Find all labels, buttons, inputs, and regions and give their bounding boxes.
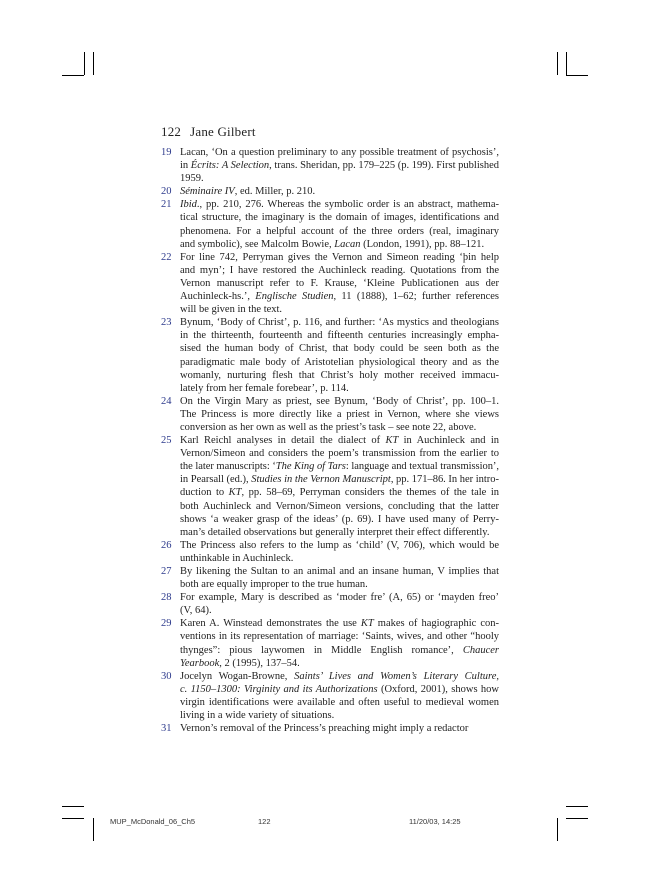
note-text-italic: KT	[360, 618, 374, 630]
note-line	[180, 408, 499, 421]
note-line	[180, 277, 499, 290]
note-line	[180, 369, 499, 382]
note-number: 29	[161, 618, 172, 630]
note-text: , 2 (1995), 137–54.	[219, 657, 300, 669]
note-line	[180, 670, 499, 683]
note-line	[180, 316, 499, 329]
endnote-30	[161, 670, 499, 722]
note-line	[180, 342, 499, 355]
note-line	[180, 473, 499, 486]
slug-page-number: 122	[258, 817, 271, 826]
note-text-italic: The King of Tars	[275, 461, 346, 473]
note-text: ., pp. 210, 276. Whereas the symbolic order is an abstract, mathema-	[196, 199, 499, 211]
note-line	[180, 709, 499, 722]
note-text: makes of hagiographic con-	[373, 618, 499, 630]
slug-filename: MUP_McDonald_06_Ch5	[110, 817, 196, 826]
note-line	[180, 565, 499, 578]
running-head-author: Jane Gilbert	[190, 124, 256, 139]
note-text: and myn’; I have restored the Auchinleck reading. Quotations from the	[180, 264, 499, 276]
note-text: By likening the Sultan to an animal and an insane human, V implies that	[180, 566, 499, 577]
note-line	[180, 539, 499, 552]
note-text: lately from her female forebear’, p. 114.	[180, 382, 349, 394]
note-text: thynges”: pious laywomen in Middle English romance’,	[180, 644, 463, 656]
note-text: paradigmatic male body of Aristotelian physiological theory and as the	[180, 356, 499, 368]
note-line	[180, 211, 499, 224]
note-text: Auchinleck-hs.’,	[180, 291, 256, 303]
note-number: 22	[161, 251, 172, 263]
note-line	[180, 434, 499, 447]
note-text: (London, 1991), pp. 88–121.	[360, 238, 485, 250]
note-text: virgin identifications were available and often useful to medieval women	[180, 696, 499, 708]
note-line	[180, 238, 499, 251]
endnote-22	[161, 251, 499, 316]
note-text-italic: Saints’ Lives and Women’s Literary Culture,	[294, 670, 499, 682]
note-text: Vernon/Simeon and considers the poem’s transmission from the earlier to	[180, 448, 499, 460]
note-text-italic: Yearbook	[180, 657, 220, 669]
running-head	[161, 124, 256, 140]
note-text: , ed. Miller, p. 210.	[234, 186, 316, 198]
note-text: , pp. 58–69, Perryman considers the themes of the tale in	[241, 487, 499, 499]
note-number: 23	[161, 317, 172, 329]
note-line	[180, 146, 499, 159]
note-text: ventions in its representation of marriage: ‘Saints, wives, and other “hooly	[180, 631, 499, 643]
note-line	[180, 552, 499, 565]
note-line	[180, 447, 499, 460]
note-line	[180, 303, 499, 316]
note-text: phenomena. For a helpful account of the three orders (real, imaginary	[180, 225, 499, 237]
note-text-italic: Englische Studien	[255, 291, 334, 303]
note-line	[180, 591, 499, 604]
note-line	[180, 290, 499, 303]
note-line	[180, 604, 499, 617]
note-text: both Auchinleck and Vernon/Simeon versions, concluding that the latter	[180, 500, 499, 512]
note-text-italic: Ibid	[180, 199, 197, 211]
note-text-italic: c. 1150–1300: Virginity and its Authorizations	[180, 683, 378, 695]
note-text-italic: Chaucer	[462, 644, 499, 656]
note-line	[180, 159, 499, 172]
note-number: 19	[161, 147, 172, 158]
note-text: Vernon manuscript refer to F. Krause, ‘Kleine Publicationen aus der	[180, 277, 499, 289]
note-text: : language and textual transmission’,	[345, 461, 499, 473]
note-text: Jocelyn Wogan-Browne,	[180, 670, 295, 682]
note-text: Lacan, ‘On a question preliminary to any possible treatment of psychosis’,	[180, 147, 499, 158]
note-text: 1959.	[180, 173, 204, 185]
endnote-20	[161, 185, 499, 198]
note-text: man’s detailed observations but generally interpret their effect differently.	[180, 526, 490, 538]
endnote-28	[161, 591, 499, 617]
note-number: 28	[161, 592, 172, 604]
note-line	[180, 356, 499, 369]
note-text: in the thirteenth, fourteenth and fifteenth centuries increasingly empha-	[180, 330, 499, 342]
note-text: will be given in the text.	[180, 304, 283, 316]
note-text-italic: Écrits: A Selection	[190, 160, 270, 172]
endnote-26	[161, 539, 499, 565]
slug-timestamp: 11/20/03, 14:25	[409, 817, 461, 826]
note-line	[180, 264, 499, 277]
note-text: The Princess is more directly like a priest in Vernon, where she views	[180, 408, 499, 420]
note-number: 20	[161, 186, 172, 198]
note-text-italic: Lacan	[334, 238, 361, 250]
note-line	[180, 460, 499, 473]
note-line	[180, 486, 499, 499]
note-number: 25	[161, 435, 172, 447]
note-number: 26	[161, 539, 172, 551]
note-text: , trans. Sheridan, pp. 179–225 (p. 199). First published	[269, 160, 499, 172]
note-line	[180, 421, 499, 434]
note-text: tical structure, the imaginary is the domain of images, identifications and	[180, 212, 499, 224]
note-text: and symbolic), see Malcolm Bowie,	[180, 238, 335, 250]
endnote-29	[161, 617, 499, 669]
note-text: in	[180, 160, 191, 172]
note-text: (Oxford, 2001), shows how	[377, 683, 499, 695]
note-line	[180, 526, 499, 539]
note-line	[180, 251, 499, 264]
note-text: womanly, nurturing flesh that Christ’s holy mother received immacu-	[180, 369, 499, 381]
note-text: unthinkable in Auchinleck.	[180, 552, 294, 564]
note-text: in Pearsall (ed.),	[180, 474, 252, 486]
note-text: Vernon’s removal of the Princess’s preaching might imply a redactor	[180, 723, 469, 735]
note-text: For example, Mary is described as ‘moder fre’ (A, 65) or ‘mayden freo’	[180, 592, 499, 604]
endnote-23	[161, 316, 499, 395]
note-text: both are equally improper to the true human.	[180, 579, 368, 591]
endnote-24	[161, 395, 499, 434]
endnote-19	[161, 146, 499, 185]
note-line	[180, 500, 499, 513]
endnote-21	[161, 198, 499, 250]
note-text: For line 742, Perryman gives the Vernon and Simeon reading ‘þin help	[180, 251, 499, 263]
note-line	[180, 657, 499, 670]
note-text: duction to	[180, 487, 229, 499]
note-number: 31	[161, 723, 172, 735]
endnotes-list	[161, 146, 499, 735]
note-line	[180, 644, 499, 657]
note-text-italic: KT	[228, 487, 242, 499]
note-line	[180, 395, 499, 408]
note-text: On the Virgin Mary as priest, see Bynum, ‘Body of Christ’, pp. 100–1.	[180, 395, 499, 407]
note-line	[180, 185, 499, 198]
note-text: (V, 64).	[180, 605, 212, 617]
endnote-27	[161, 565, 499, 591]
note-number: 24	[161, 395, 172, 407]
note-line	[180, 578, 499, 591]
note-text: , pp. 171–86. In her intro-	[390, 474, 499, 486]
note-line	[180, 225, 499, 238]
note-text: sised the human body of Christ, that body could be seen both as the	[180, 343, 499, 355]
endnote-31	[161, 722, 499, 735]
page-number: 122	[161, 124, 182, 139]
note-line	[180, 382, 499, 395]
note-line	[180, 630, 499, 643]
note-text-italic: Studies in the Vernon Manuscript	[251, 474, 391, 486]
note-text: the later manuscripts: ‘	[180, 461, 276, 473]
note-text: Karen A. Winstead demonstrates the use	[180, 618, 361, 630]
note-line	[180, 722, 499, 735]
note-line	[180, 172, 499, 185]
note-text-italic: KT	[385, 435, 399, 447]
note-text: Karl Reichl analyses in detail the dialect of	[180, 435, 386, 447]
note-text: Bynum, ‘Body of Christ’, p. 116, and further: ‘As mystics and theologians	[180, 317, 499, 329]
endnote-25	[161, 434, 499, 539]
note-line	[180, 198, 499, 211]
note-line	[180, 696, 499, 709]
note-line	[180, 513, 499, 526]
note-text: conversion as her own as well as the priest’s task – see note 22, above.	[180, 421, 477, 433]
note-line	[180, 329, 499, 342]
note-number: 30	[161, 670, 172, 682]
note-text: living in a wide variety of situations.	[180, 710, 335, 722]
note-number: 27	[161, 566, 172, 577]
note-text: in Auchinleck and in	[398, 435, 499, 447]
note-text: The Princess also refers to the lump as ‘child’ (V, 706), which would be	[180, 539, 499, 551]
note-line	[180, 683, 499, 696]
note-text: , 11 (1888), 1–62; further references	[333, 291, 499, 303]
note-text: shows ‘a weaker grasp of the ideas’ (p. 69). I have used many of Perry-	[180, 513, 499, 525]
note-line	[180, 617, 499, 630]
note-number: 21	[161, 199, 172, 211]
note-text-italic: Séminaire IV	[180, 186, 235, 198]
